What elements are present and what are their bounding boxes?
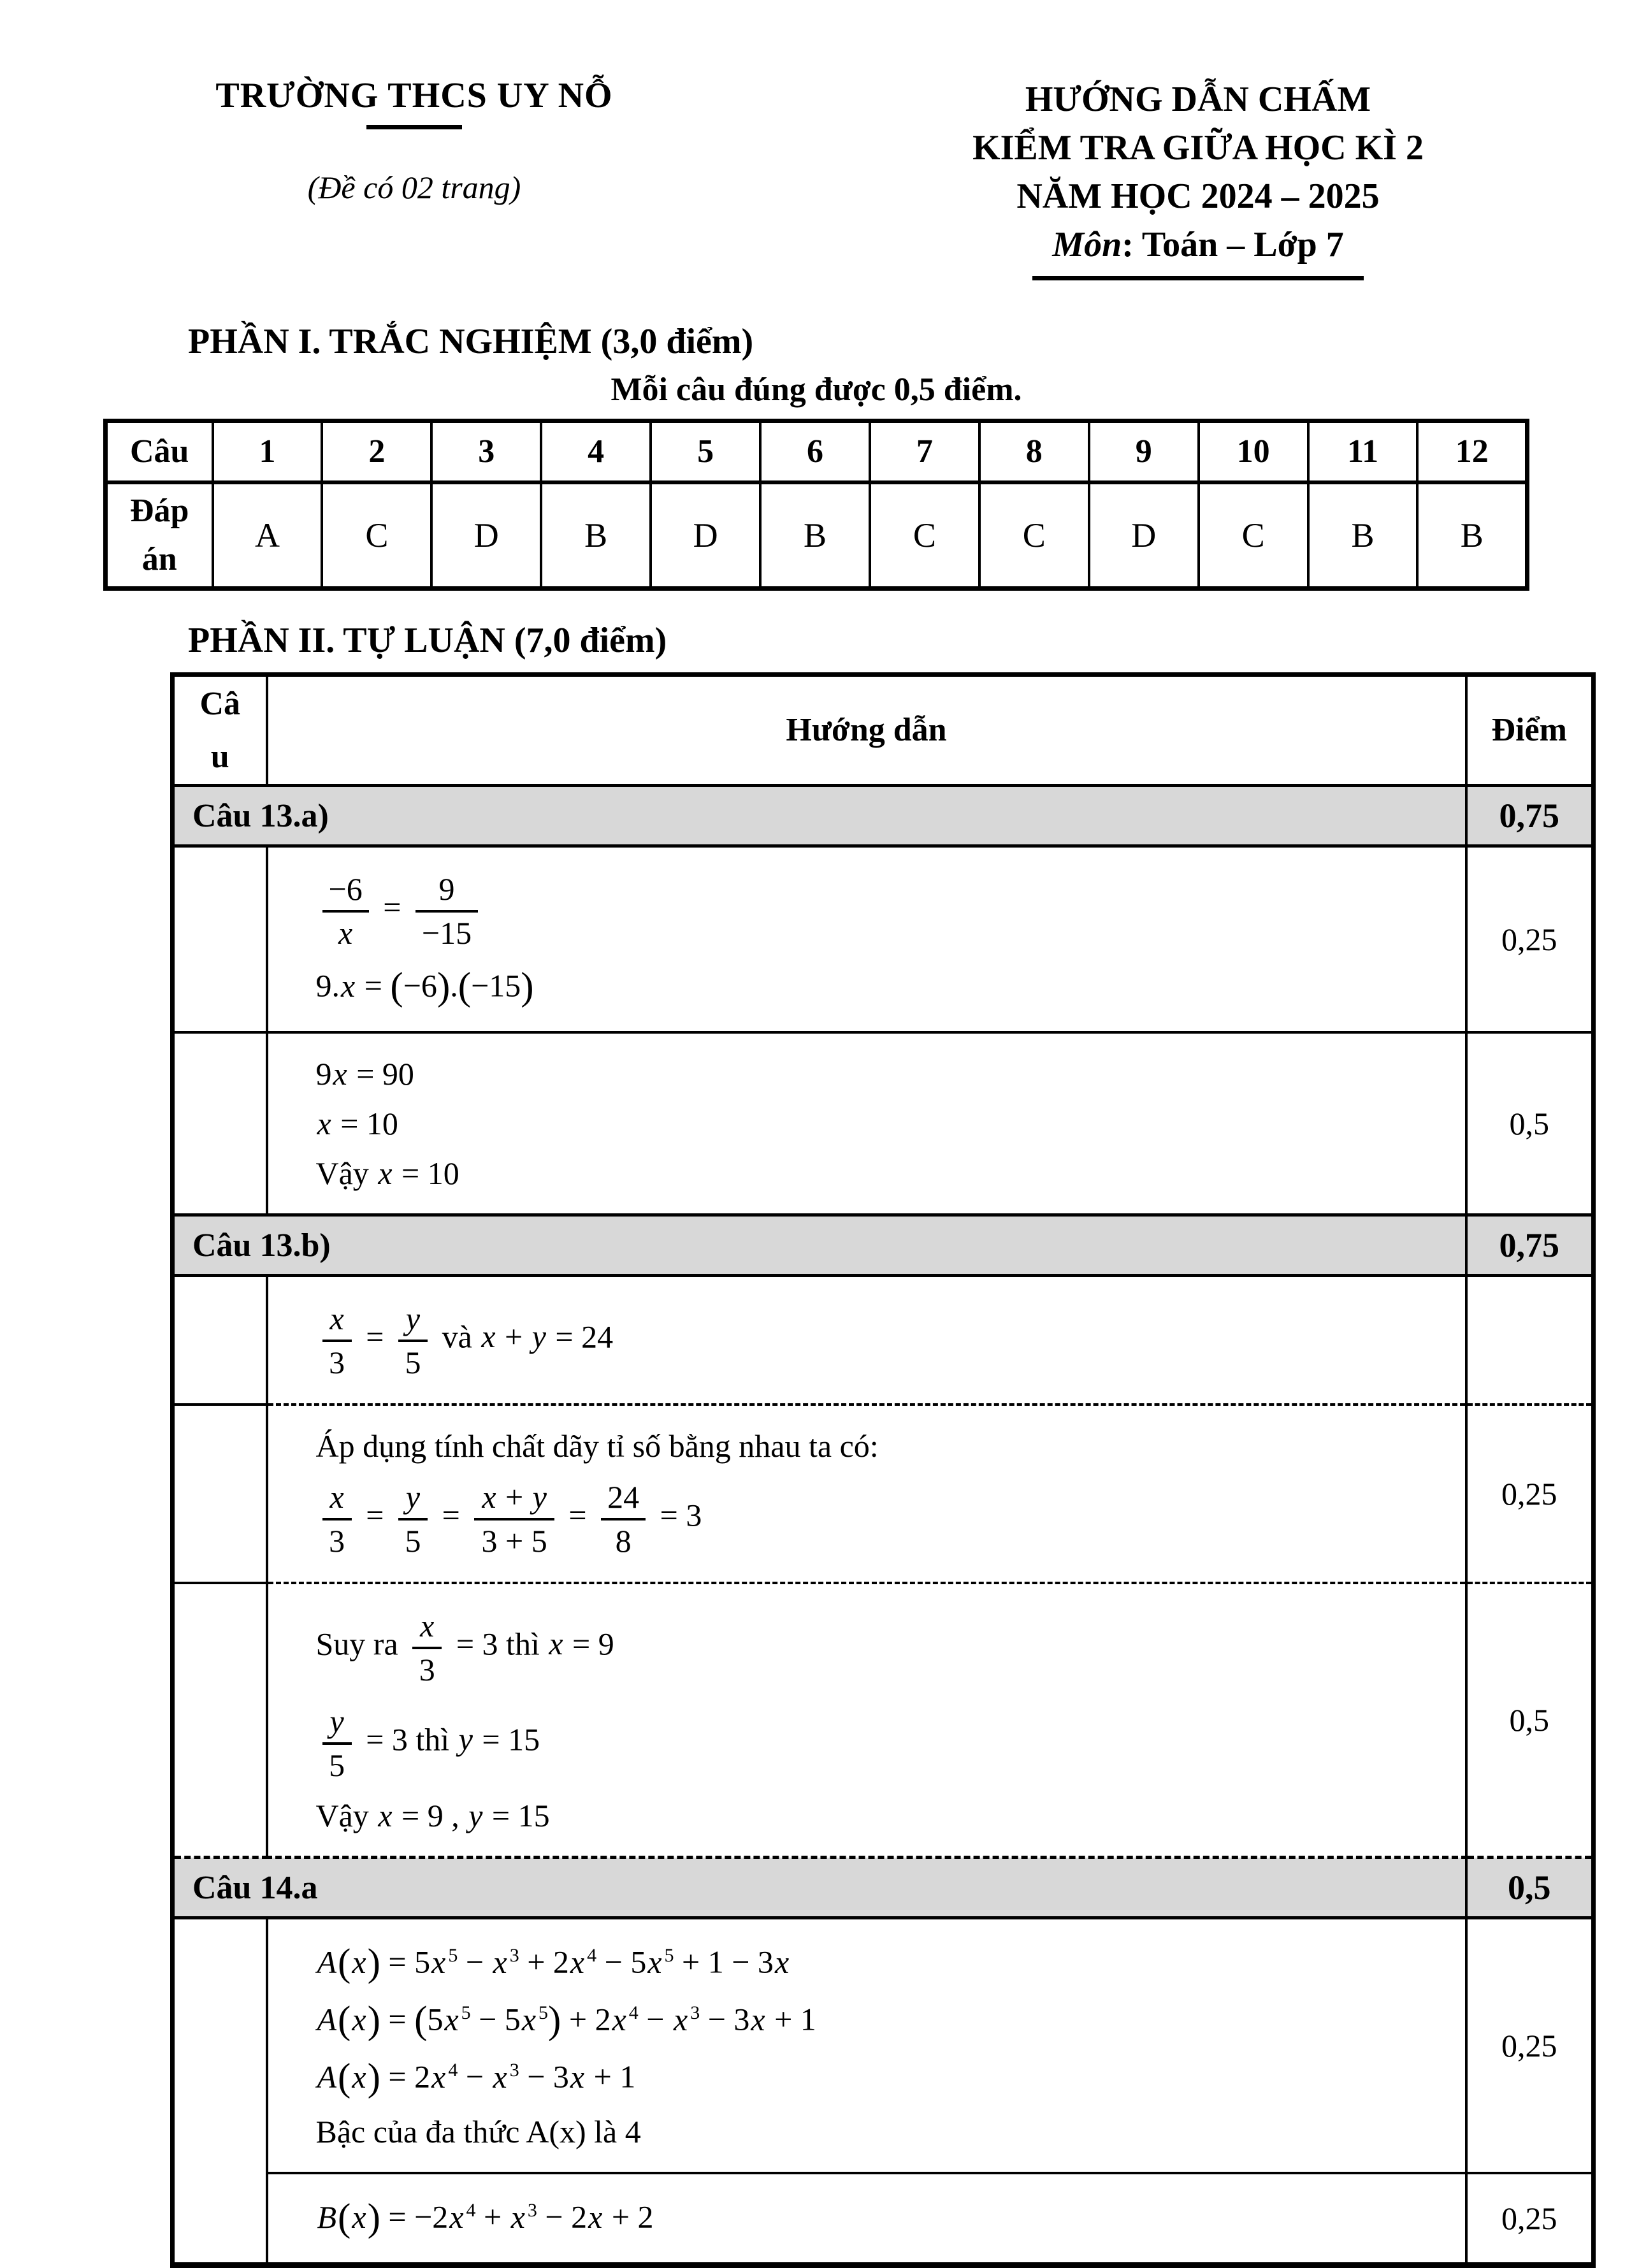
mc-answer-12: B [1417, 482, 1527, 589]
section-label: Câu 14.a [173, 1858, 1466, 1918]
fraction: $\frac{y}{5}$ [398, 1301, 428, 1379]
fraction: $\frac{x}{3}$ [322, 1480, 352, 1557]
score-value: 0,25 [1466, 1918, 1594, 2174]
solution-steps [267, 2173, 1466, 2265]
mc-question-11: 11 [1308, 421, 1418, 482]
mc-question-5: 5 [651, 421, 760, 482]
mc-question-row [106, 421, 1528, 482]
mc-question-7: 7 [870, 421, 979, 482]
score-value: 0,25 [1466, 846, 1594, 1033]
mc-answer-5: D [651, 482, 760, 589]
mc-answer-9: D [1089, 482, 1199, 589]
solution-steps [267, 1405, 1466, 1583]
mc-question-label: Câu [106, 421, 213, 482]
mc-question-1: 1 [213, 421, 322, 482]
part1-block [103, 371, 1529, 591]
fraction: $\frac{x + y}{3 + 5}$ [474, 1480, 554, 1557]
solution-line: Vậy x = 9 , y = 15 [315, 1798, 550, 1833]
fraction: $\frac{9}{-15}$ [415, 872, 478, 950]
doc-title-line1: HƯỚNG DẪN CHẤM [1025, 80, 1371, 119]
score-value: 0,25 [1466, 1405, 1594, 1583]
solution-steps [267, 1276, 1466, 1405]
fraction: $\frac{x}{3}$ [322, 1301, 352, 1379]
mc-answer-8: C [979, 482, 1089, 589]
school-name: TRƯỜNG THCS UY NỖ [215, 76, 613, 115]
column-header-diem: Điểm [1466, 674, 1594, 785]
essay-header-row [173, 674, 1594, 785]
section-row [173, 1215, 1594, 1276]
solution-line: A(x) = 5x $^5$ − x $^3$ + 2x $^4$ − 5x $^5$ + 1 − 3x [317, 1942, 790, 1984]
column-header-huongdan: Hướng dẫn [267, 674, 1466, 785]
solution-steps [267, 1918, 1466, 2174]
mc-answer-10: C [1199, 482, 1308, 589]
solution-line: Suy ra $\frac{x}{3}$ = 3 thì x = 9 [315, 1608, 614, 1687]
mc-answer-label: Đáp án [106, 482, 213, 589]
mc-answer-3: D [431, 482, 541, 589]
essay-table-body [173, 786, 1594, 2265]
score-value: 0,5 [1466, 1032, 1594, 1215]
mc-question-2: 2 [322, 421, 431, 482]
mc-answer-2: C [322, 482, 431, 589]
cau-cell [173, 1583, 267, 1858]
section-row [173, 786, 1594, 846]
content-row [173, 1276, 1594, 1405]
solution-line: B(x) = −2x $^4$ + x $^3$ − 2x + 2 [317, 2197, 654, 2239]
cau-cell [173, 1032, 267, 1215]
part1-heading: PHẦN I. TRẮC NGHIỆM (3,0 điểm) [188, 321, 754, 361]
fraction: $\frac{x}{3}$ [412, 1608, 442, 1686]
content-row [173, 1405, 1594, 1583]
content-row [173, 1583, 1594, 1858]
solution-steps [267, 1583, 1466, 1858]
section-row [173, 1858, 1594, 1918]
solution-line: $\frac{x}{3}$ = $\frac{y}{5}$ và x + y = 24 [316, 1299, 1452, 1382]
section-label: Câu 13.a) [173, 786, 1466, 846]
mc-answer-1: A [213, 482, 322, 589]
doc-title-line2: KIỂM TRA GIỮA HỌC KÌ 2 [972, 128, 1424, 168]
school-underline [366, 125, 462, 129]
doc-title-line3: NĂM HỌC 2024 – 2025 [1016, 177, 1380, 217]
part2-heading: PHẦN II. TỰ LUẬN (7,0 điểm) [188, 620, 667, 660]
subject-underline [1032, 276, 1364, 280]
mc-question-4: 4 [541, 421, 651, 482]
solution-line: Vậy x = 10 [315, 1155, 459, 1191]
solution-line: Bậc của đa thức A(x) là 4 [315, 2114, 641, 2149]
solution-line: A(x) = 2x $^4$ − x $^3$ − 3x + 1 [317, 2056, 636, 2099]
cau-cell [173, 846, 267, 1033]
mc-answer-table [103, 419, 1529, 591]
subject-line [886, 220, 1510, 269]
content-row [173, 1918, 1594, 2174]
section-score: 0,5 [1466, 1858, 1594, 1918]
score-value [1466, 1276, 1594, 1405]
solution-line: Áp dụng tính chất dãy tỉ số bằng nhau ta có: [315, 1428, 879, 1464]
score-value: 0,5 [1466, 1583, 1594, 1858]
header-left-block [172, 75, 656, 280]
subject-label: Môn [1052, 225, 1122, 265]
solution-line: 9.x = (−6).(−15) [315, 965, 534, 1008]
solution-line: 9x = 90 [315, 1056, 414, 1092]
section-score: 0,75 [1466, 786, 1594, 846]
solution-steps [267, 846, 1466, 1033]
column-header-cau: Câu [173, 674, 267, 785]
mc-answer-7: C [870, 482, 979, 589]
cau-cell [173, 1405, 267, 1583]
cau-cell [173, 1918, 267, 2265]
subject-value: : Toán – Lớp 7 [1122, 225, 1344, 265]
mc-question-10: 10 [1199, 421, 1308, 482]
mc-question-3: 3 [431, 421, 541, 482]
solution-line: $\frac{x}{3}$ = $\frac{y}{5}$ = $\frac{x + y}{3 + 5}$ = $\frac{24}{8}$ = 3 [316, 1477, 1452, 1560]
mc-answer-4: B [541, 482, 651, 589]
solution-line: $\frac{-6}{x}$ = $\frac{9}{-15}$ [316, 869, 1452, 952]
header-right-block [886, 75, 1510, 280]
mc-answer-11: B [1308, 482, 1418, 589]
essay-answer-table [170, 672, 1596, 2268]
solution-line: A(x) = (5x $^5$ − 5x $^5$) + 2x $^4$ − x $^3$ − 3x + 1 [317, 1999, 816, 2042]
content-row [173, 1032, 1594, 1215]
score-value: 0,25 [1466, 2173, 1594, 2265]
mc-answer-row [106, 482, 1528, 589]
mc-question-6: 6 [760, 421, 870, 482]
mc-answer-6: B [760, 482, 870, 589]
fraction: $\frac{-6}{x}$ [322, 872, 369, 950]
section-score: 0,75 [1466, 1215, 1594, 1276]
fraction: $\frac{y}{5}$ [322, 1704, 352, 1782]
content-row [173, 2173, 1594, 2265]
solution-steps [267, 1032, 1466, 1215]
exam-pages-note: (Đề có 02 trang) [307, 170, 521, 205]
fraction: $\frac{y}{5}$ [398, 1480, 428, 1557]
solution-line: x = 10 [317, 1106, 398, 1141]
content-row [173, 846, 1594, 1033]
mc-question-12: 12 [1417, 421, 1527, 482]
part1-note: Mỗi câu đúng được 0,5 điểm. [610, 371, 1022, 408]
cau-cell [173, 1276, 267, 1405]
mc-question-8: 8 [979, 421, 1089, 482]
solution-line: $\frac{y}{5}$ = 3 thì y = 15 [316, 1701, 1452, 1784]
fraction: $\frac{24}{8}$ [601, 1480, 646, 1557]
document-header [172, 75, 1625, 280]
section-label: Câu 13.b) [173, 1215, 1466, 1276]
mc-question-9: 9 [1089, 421, 1199, 482]
